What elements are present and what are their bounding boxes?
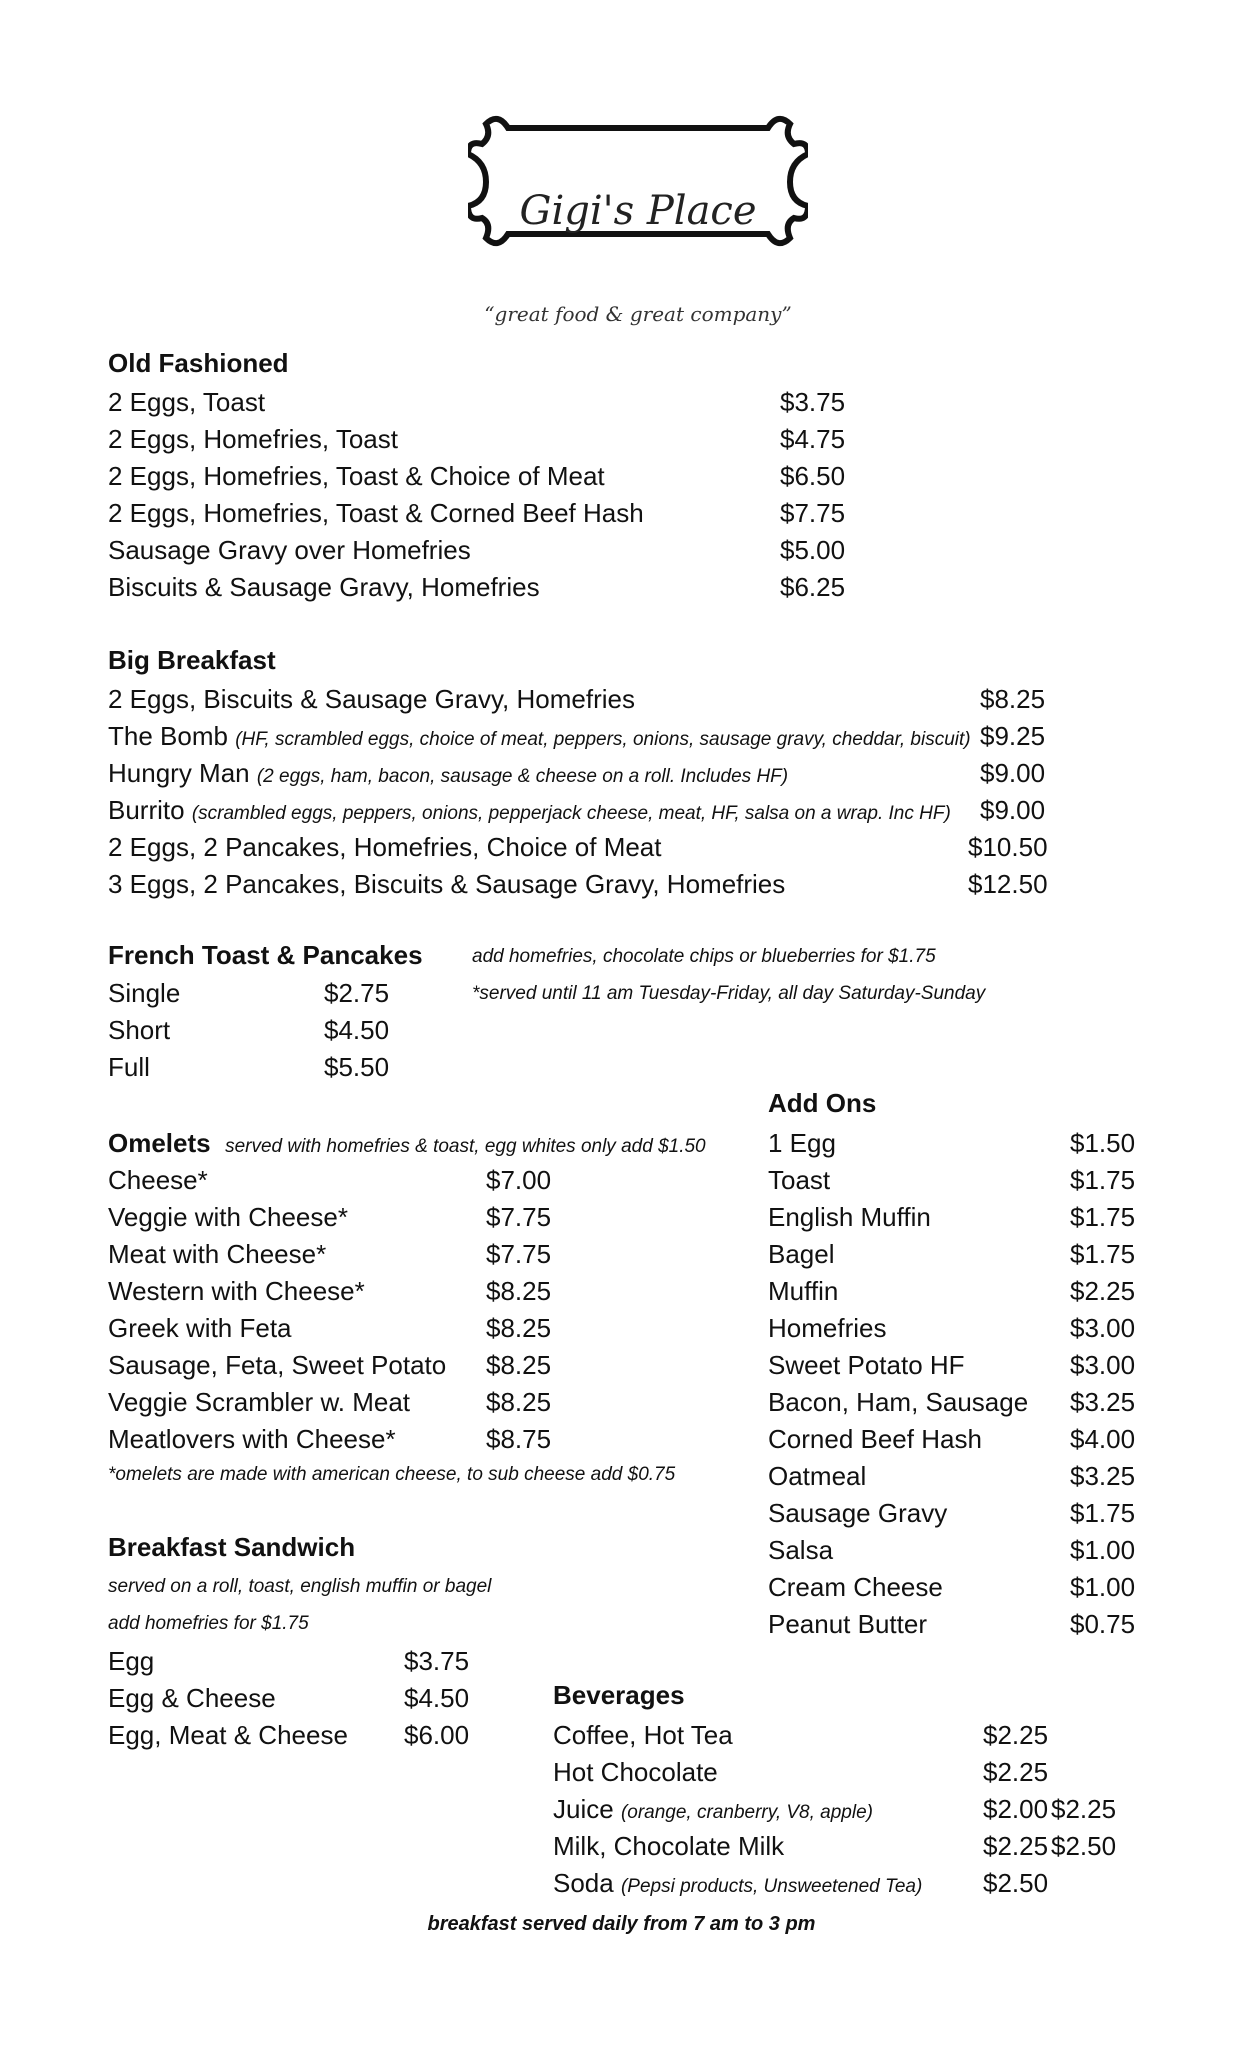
item-name: Single [108, 978, 181, 1008]
item-price: $7.75 [780, 498, 846, 528]
item-name: 2 Eggs, Homefries, Toast & Choice of Meat [108, 461, 605, 491]
item-note: (scrambled eggs, peppers, onions, pepperjack cheese, meat, HF, salsa on a wrap. Inc HF) [191, 803, 951, 824]
item-name: Sausage Gravy [768, 1498, 948, 1528]
item-price: $7.00 [486, 1165, 552, 1195]
list-item [768, 1384, 1138, 1421]
item-name: Sausage Gravy over Homefries [108, 535, 471, 565]
list-item [108, 1384, 568, 1421]
list-item [108, 1012, 408, 1049]
item-name: Salsa [768, 1535, 834, 1565]
list-item [108, 1049, 408, 1086]
list-item [108, 1717, 488, 1754]
item-price: $1.00 [1070, 1572, 1136, 1602]
item-price: $6.50 [780, 461, 846, 491]
item-price: $5.50 [324, 1052, 390, 1082]
list-item [108, 1273, 568, 1310]
list-item [768, 1236, 1138, 1273]
add-ons-title: Add Ons [768, 1088, 877, 1118]
item-name: Juice [553, 1794, 614, 1824]
item-name: Meat with Cheese* [108, 1239, 327, 1269]
item-name: Sweet Potato HF [768, 1350, 965, 1380]
item-name: 2 Eggs, Homefries, Toast [108, 424, 398, 454]
item-name: Veggie Scrambler w. Meat [108, 1387, 411, 1417]
footer-hours: breakfast served daily from 7 am to 3 pm [427, 1913, 816, 1935]
item-name: 2 Eggs, Homefries, Toast & Corned Beef Hash [108, 498, 644, 528]
list-item [768, 1310, 1138, 1347]
item-price: $8.25 [486, 1350, 552, 1380]
list-item [553, 1865, 1113, 1902]
item-note: (HF, scrambled eggs, choice of meat, peppers, onions, sausage gravy, cheddar, biscuit) [235, 729, 971, 750]
omelets-header [108, 1125, 706, 1162]
list-item [108, 1162, 568, 1199]
big-breakfast-title: Big Breakfast [108, 645, 276, 675]
item-name: Cheese* [108, 1165, 208, 1195]
item-price: $8.25 [980, 684, 1046, 714]
item-price: $12.50 [968, 869, 1048, 899]
list-item [108, 681, 1068, 718]
item-price: $1.50 [1070, 1128, 1136, 1158]
item-name: Hungry Man [108, 758, 250, 788]
item-name: 2 Eggs, Toast [108, 387, 266, 417]
item-price: $10.50 [968, 832, 1048, 862]
item-name: Soda [553, 1868, 614, 1898]
item-name: Toast [768, 1165, 831, 1195]
list-item [108, 458, 848, 495]
item-price: $2.25 [983, 1720, 1049, 1750]
list-item [108, 1236, 568, 1273]
item-name: Oatmeal [768, 1461, 867, 1491]
item-name: English Muffin [768, 1202, 931, 1232]
item-price: $3.00 [1070, 1313, 1136, 1343]
french-toast-hours-note: *served until 11 am Tuesday-Friday, all day Saturday-Sunday [472, 983, 986, 1004]
item-note: (orange, cranberry, V8, apple) [620, 1802, 873, 1823]
french-toast-title: French Toast & Pancakes [108, 940, 423, 970]
list-item [108, 495, 848, 532]
list-item [108, 975, 408, 1012]
item-name: The Bomb [108, 721, 228, 751]
list-item [108, 755, 1068, 792]
item-price: $1.75 [1070, 1165, 1136, 1195]
list-item [768, 1273, 1138, 1310]
item-price: $3.25 [1070, 1387, 1136, 1417]
list-item [768, 1162, 1138, 1199]
item-price: $4.50 [324, 1015, 390, 1045]
item-price: $3.75 [404, 1646, 470, 1676]
item-price-large: $2.50 [1051, 1831, 1117, 1861]
list-item [108, 1347, 568, 1384]
list-item [768, 1347, 1138, 1384]
item-name: 3 Eggs, 2 Pancakes, Biscuits & Sausage Gravy, Homefries [108, 869, 786, 899]
sandwich-title: Breakfast Sandwich [108, 1532, 356, 1562]
item-name: Coffee, Hot Tea [553, 1720, 733, 1750]
item-name: Burrito [108, 795, 185, 825]
list-item [553, 1828, 1117, 1865]
list-item [768, 1606, 1138, 1643]
list-item [108, 1680, 488, 1717]
item-price: $9.00 [980, 758, 1046, 788]
item-price: $1.75 [1070, 1202, 1136, 1232]
item-name: Egg, Meat & Cheese [108, 1720, 348, 1750]
item-price: $7.75 [486, 1202, 552, 1232]
item-name: Biscuits & Sausage Gravy, Homefries [108, 572, 540, 602]
item-price: $9.00 [980, 795, 1046, 825]
item-name: Egg [108, 1646, 155, 1676]
list-item [108, 792, 1068, 829]
list-item [108, 866, 1068, 903]
item-name: Milk, Chocolate Milk [553, 1831, 785, 1861]
logo [468, 110, 808, 340]
omelets-subtitle: served with homefries & toast, egg whites only add $1.50 [225, 1136, 706, 1157]
item-name: Short [108, 1015, 171, 1045]
item-price: $9.25 [980, 721, 1046, 751]
list-item [768, 1125, 1138, 1162]
list-item [553, 1717, 1113, 1754]
list-item [108, 829, 1068, 866]
item-name: Veggie with Cheese* [108, 1202, 348, 1232]
item-price: $6.00 [404, 1720, 470, 1750]
item-name: 1 Egg [768, 1128, 836, 1158]
logo-tagline: “great food & great company” [484, 302, 792, 326]
list-item [768, 1199, 1138, 1236]
item-name: Hot Chocolate [553, 1757, 718, 1787]
item-price: $6.25 [780, 572, 846, 602]
item-price: $4.50 [404, 1683, 470, 1713]
item-name: Meatlovers with Cheese* [108, 1424, 396, 1454]
list-item [553, 1791, 1117, 1828]
item-note: (2 eggs, ham, bacon, sausage & cheese on a roll. Includes HF) [256, 766, 789, 787]
list-item [108, 1421, 568, 1458]
item-price: $2.25 [1070, 1276, 1136, 1306]
list-item [768, 1421, 1138, 1458]
sandwich-homefries-note: add homefries for $1.75 [108, 1613, 309, 1634]
list-item [108, 1199, 568, 1236]
list-item [768, 1532, 1138, 1569]
item-name: Corned Beef Hash [768, 1424, 982, 1454]
beverages-title: Beverages [553, 1680, 685, 1710]
item-name: Egg & Cheese [108, 1683, 276, 1713]
item-price: $2.25 [983, 1831, 1049, 1861]
item-price: $8.75 [486, 1424, 552, 1454]
item-price: $2.50 [983, 1868, 1049, 1898]
list-item [768, 1458, 1138, 1495]
item-name: Peanut Butter [768, 1609, 927, 1639]
item-price: $4.00 [1070, 1424, 1136, 1454]
item-name: Bagel [768, 1239, 835, 1269]
sandwich-note: served on a roll, toast, english muffin or bagel [108, 1576, 492, 1597]
item-price: $4.75 [780, 424, 846, 454]
item-price: $2.25 [983, 1757, 1049, 1787]
item-name: Sausage, Feta, Sweet Potato [108, 1350, 447, 1380]
item-name: Greek with Feta [108, 1313, 292, 1343]
item-price: $5.00 [780, 535, 846, 565]
list-item [108, 421, 848, 458]
item-name: 2 Eggs, Biscuits & Sausage Gravy, Homefries [108, 684, 635, 714]
logo-name: Gigi's Place [519, 188, 757, 234]
item-name: Full [108, 1052, 150, 1082]
item-price: $0.75 [1070, 1609, 1136, 1639]
list-item [768, 1569, 1138, 1606]
item-price: $2.00 [983, 1794, 1049, 1824]
item-price: $8.25 [486, 1387, 552, 1417]
omelets-footnote: *omelets are made with american cheese, to sub cheese add $0.75 [108, 1464, 676, 1485]
omelets-title: Omelets [108, 1128, 211, 1158]
item-name: Homefries [768, 1313, 887, 1343]
item-price: $3.00 [1070, 1350, 1136, 1380]
list-item [553, 1754, 1113, 1791]
item-price: $8.25 [486, 1313, 552, 1343]
item-price: $1.75 [1070, 1498, 1136, 1528]
item-name: Cream Cheese [768, 1572, 943, 1602]
item-price-large: $2.25 [1051, 1794, 1117, 1824]
item-name: Western with Cheese* [108, 1276, 365, 1306]
list-item [108, 569, 848, 606]
item-note: (Pepsi products, Unsweetened Tea) [620, 1876, 923, 1897]
item-price: $7.75 [486, 1239, 552, 1269]
item-name: 2 Eggs, 2 Pancakes, Homefries, Choice of Meat [108, 832, 662, 862]
item-price: $2.75 [324, 978, 390, 1008]
item-name: Bacon, Ham, Sausage [768, 1387, 1029, 1417]
list-item [108, 384, 848, 421]
french-toast-note: add homefries, chocolate chips or blueberries for $1.75 [472, 946, 936, 967]
list-item [768, 1495, 1138, 1532]
list-item [108, 1310, 568, 1347]
list-item [108, 532, 848, 569]
list-item [108, 1643, 488, 1680]
old-fashioned-title: Old Fashioned [108, 348, 289, 378]
list-item [108, 718, 1068, 755]
item-price: $8.25 [486, 1276, 552, 1306]
item-price: $3.75 [780, 387, 846, 417]
item-name: Muffin [768, 1276, 839, 1306]
item-price: $1.75 [1070, 1239, 1136, 1269]
item-price: $3.25 [1070, 1461, 1136, 1491]
item-price: $1.00 [1070, 1535, 1136, 1565]
